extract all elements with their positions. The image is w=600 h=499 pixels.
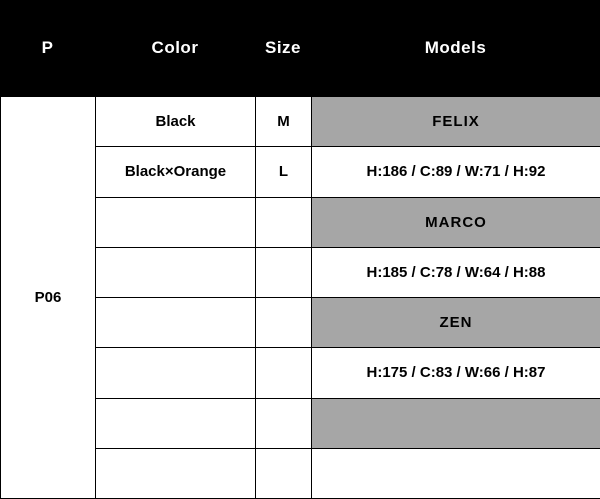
table-header-band — [0, 0, 600, 96]
table-row — [1, 97, 600, 147]
cell-color-empty-5 — [96, 298, 256, 348]
cell-model-spec-2: H:185 / C:78 / W:64 / H:88 — [312, 247, 600, 297]
cell-size-empty-4 — [256, 247, 312, 297]
header-cell-size: Size — [264, 38, 302, 57]
spec-table — [0, 96, 600, 499]
cell-color-empty-4 — [96, 247, 256, 297]
cell-size-1: M — [256, 97, 312, 147]
cell-size-empty-6 — [256, 348, 312, 398]
cell-model-spec-4 — [312, 448, 600, 498]
cell-color-empty-3 — [96, 197, 256, 247]
cell-color-empty-7 — [96, 398, 256, 448]
cell-color-2: Black×Orange — [96, 147, 256, 197]
cell-size-2: L — [256, 147, 312, 197]
cell-model-spec-1: H:186 / C:89 / W:71 / H:92 — [312, 147, 600, 197]
cell-product-code: P06 — [1, 97, 96, 499]
cell-model-name-4 — [312, 398, 600, 448]
cell-size-empty-8 — [256, 448, 312, 498]
cell-color-empty-6 — [96, 348, 256, 398]
header-cell-color: Color — [151, 38, 199, 57]
cell-size-empty-5 — [256, 298, 312, 348]
cell-model-name-3: ZEN — [312, 298, 600, 348]
cell-size-empty-7 — [256, 398, 312, 448]
cell-model-spec-3: H:175 / C:83 / W:66 / H:87 — [312, 348, 600, 398]
cell-model-name-1: FELIX — [312, 97, 600, 147]
header-cell-models: Models — [424, 38, 487, 57]
header-cell-p: P — [41, 38, 54, 57]
cell-color-empty-8 — [96, 448, 256, 498]
cell-model-name-2: MARCO — [312, 197, 600, 247]
cell-color-1: Black — [96, 97, 256, 147]
cell-size-empty-3 — [256, 197, 312, 247]
